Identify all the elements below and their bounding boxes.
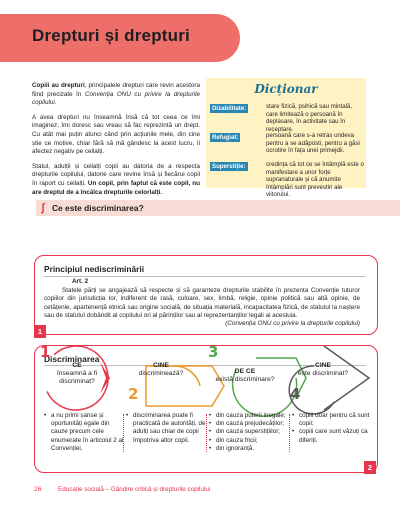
dictionary-term: Refugiat: <box>212 134 239 141</box>
principle-title: Principiul nediscriminării <box>44 264 145 274</box>
dictionary-term: Dizabilitate: <box>212 105 247 112</box>
intro-text <box>32 82 200 203</box>
article-citation: (Convenția ONU cu privire la drepturile copilului) <box>225 320 360 327</box>
list-item: • discriminarea poate fi practicată de autorități, de adulți sau chiar de copii împotriva altor copii. <box>126 412 208 445</box>
footer-text: Educație socială – Gândire critică și drepturile copilului <box>58 486 211 493</box>
divider <box>289 414 290 452</box>
divider <box>123 414 124 452</box>
question-number: 1 <box>40 343 51 361</box>
list-item: • din cauza puterii inegale; <box>209 412 291 420</box>
list-item: • din cauza prejudecăților; <box>209 420 291 428</box>
question-text: CE înseamnă a fi discriminat? <box>56 362 98 386</box>
list-item: • copiii doar pentru că sunt copii; <box>292 412 374 428</box>
list-item: • din cauza superstițiilor; <box>209 428 291 436</box>
answer-list <box>126 412 208 445</box>
dictionary-title: Dicționar <box>254 82 318 96</box>
answer-list <box>44 412 126 453</box>
dictionary-definition: persoană care s-a retras undeva pentru a se adăposti, pentru a găsi ocrotire în fața unei primejdii. <box>266 132 360 155</box>
list-item: • din ignoranță. <box>209 445 291 453</box>
question-number: 2 <box>128 385 139 403</box>
intro-paragraph-2: A avea drepturi nu înseamnă însă că tot ceea ce îmi imaginez, îmi doresc sau vreau să fac reprezintă un drept. Cu atât mai puțin atunci când prin acțiunile mele, din cine știe ce motive, chiar fără să mă gândesc la acest lucru, îi afectez negativ pe ceilalți. <box>32 113 200 156</box>
page-number: 26 <box>34 486 42 493</box>
intro-paragraph-3: Statul, adulții și ceilalți copii au datoria de a respecta drepturile copilului, datorie care revine însă și fiecărui copil în raport cu ceilalți. Un copil, prin faptul că este copil, nu are dreptul de a încălca drepturile celorlalți. <box>32 162 200 196</box>
question-text: DE CE există discriminare? <box>215 368 275 384</box>
list-item: • a nu primi șanse și oportunități egale din cauze precum cele enumerate în articolul 2 al Convenției. <box>44 412 126 453</box>
box-number-badge: 2 <box>364 461 376 474</box>
section-heading: Ce este discriminarea? <box>52 203 144 213</box>
question-text: CINE este discriminat? <box>297 362 349 378</box>
answer-list <box>292 412 374 445</box>
answer-list <box>209 412 291 453</box>
question-text: CINE discriminează? <box>138 362 184 378</box>
list-item: • copiii care sunt văzuți ca diferiți. <box>292 428 374 444</box>
box-number-badge: 1 <box>34 325 46 338</box>
question-number: 4 <box>290 385 301 403</box>
dictionary-term: Superstiție: <box>212 163 246 170</box>
intro-paragraph-1: Copiii au drepturi, principalele drepturi care revin acestora fiind precizate în Convenția ONU cu privire la drepturile copilului. <box>32 82 201 107</box>
divider <box>206 414 207 452</box>
question-mark-icon: ʃ <box>41 202 45 214</box>
question-shape-4 <box>289 346 369 414</box>
discrimination-title: Discriminarea <box>44 354 100 364</box>
dictionary-definition: credința că tot ce se întâmplă este o manifestare a unor forțe supranaturale și că anumite întâmplări sunt prevestiri ale viitorului. <box>266 161 364 199</box>
dictionary-box <box>206 78 366 199</box>
list-item: • din cauza fricii; <box>209 437 291 445</box>
dictionary-definition: stare fizică, psihică sau mintală, care limitează o persoană în deplasare, în activitate sau în receptare. <box>266 103 353 133</box>
article-number: Art. 2 <box>72 278 89 285</box>
page-title: Drepturi și drepturi <box>32 26 190 45</box>
question-number: 3 <box>208 343 219 361</box>
article-text: Statele părți se angajează să respecte și să garanteze drepturile stabilite în prezenta Convenție tuturor copiilor din jurisdicția lor, indiferent de rasă, culoare, sex, limbă, religie, opinie politică sau altă opinie, de cetățenie, apartenență etnică sau origine socială, de situația materială, incapacitatea fizică, de statutul la naștere sau de statutul dobândit al copilului ori al părinților sau al reprezentanților legali ai acestuia. <box>44 287 360 320</box>
divider <box>44 276 366 277</box>
